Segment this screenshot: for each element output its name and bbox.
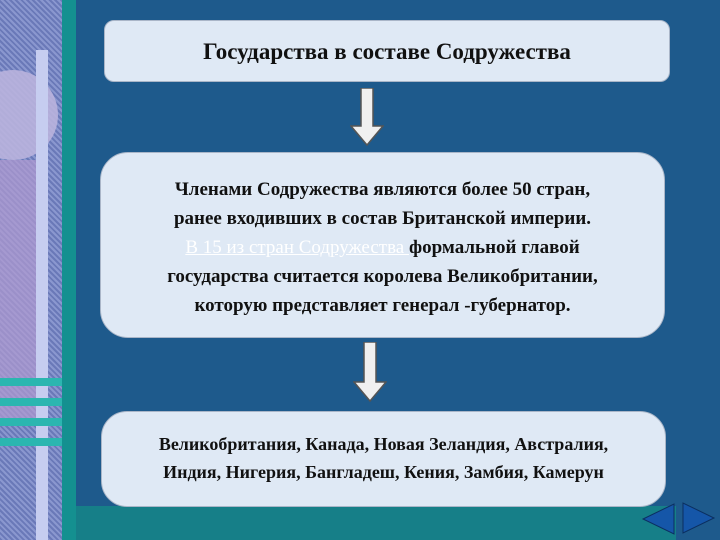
countries-line: Великобритания, Канада, Новая Зеландия, Австралия,	[158, 434, 609, 454]
description-line	[101, 233, 664, 262]
page-title: Государства в составе Содружества	[203, 39, 571, 64]
back-arrow-icon[interactable]	[640, 502, 676, 536]
decorative-vertical-bar	[36, 50, 48, 540]
forward-arrow-icon[interactable]	[681, 501, 717, 535]
description-line: которую представляет генерал -губернатор.	[194, 295, 571, 316]
countries-line: Индия, Нигерия, Бангладеш, Кения, Замбия, Камерун	[163, 462, 604, 482]
decorative-side-panel	[0, 0, 62, 540]
title-box	[104, 20, 670, 82]
commonwealth-link[interactable]: В 15 из стран Содружества	[185, 237, 409, 258]
decorative-circle	[0, 70, 58, 160]
decorative-teal-strip	[62, 0, 76, 540]
description-line: Членами Содружества являются более 50 стран,	[174, 179, 591, 200]
down-arrow-icon	[350, 88, 384, 146]
countries-box	[101, 411, 666, 507]
description-line-rest: формальной главой	[408, 237, 580, 258]
decorative-horizontal-bars	[0, 378, 62, 458]
down-arrow-icon	[353, 342, 387, 402]
description-box	[100, 152, 665, 338]
decorative-bottom-bar	[76, 506, 676, 540]
description-line: ранее входивших в состав Британской империи.	[173, 208, 592, 229]
description-line: государства считается королева Великобритании,	[167, 266, 598, 287]
